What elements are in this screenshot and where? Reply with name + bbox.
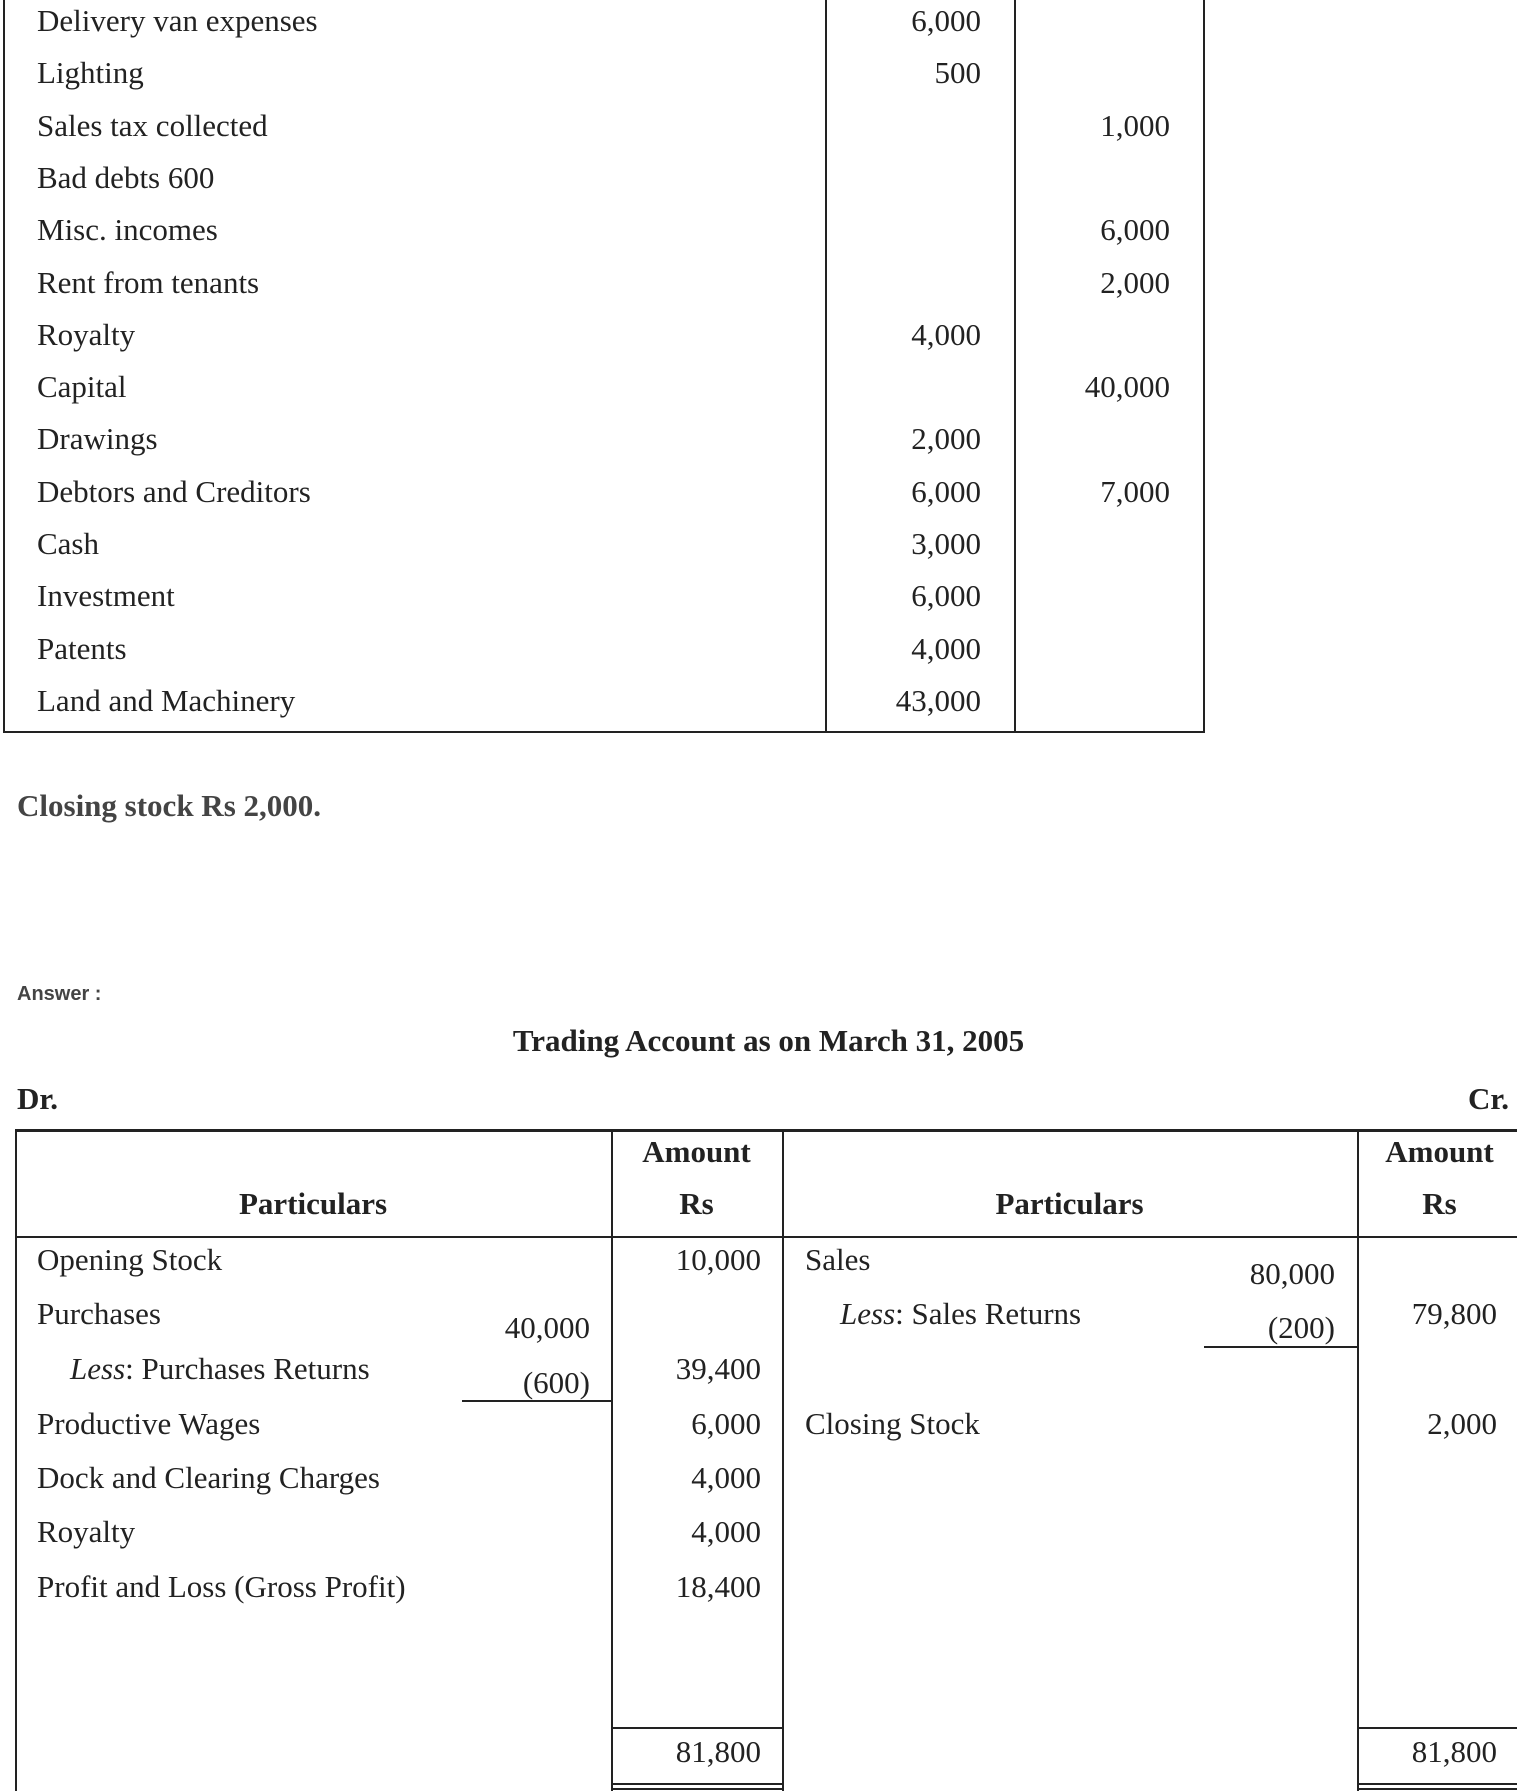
tb-row-particulars: Patents	[37, 631, 127, 666]
purchases-returns-label: Less: Purchases Returns	[70, 1351, 370, 1386]
header-particulars-cr: Particulars	[995, 1186, 1144, 1221]
tb-row-debit: 6,000	[911, 474, 981, 509]
tb-row-debit: 4,000	[911, 317, 981, 352]
dr-label: Dr.	[17, 1081, 59, 1116]
gross-profit-label: Profit and Loss (Gross Profit)	[37, 1569, 406, 1604]
royalty-label: Royalty	[37, 1514, 136, 1549]
dr-total-rule-2	[611, 1788, 783, 1790]
tb-left-border	[3, 0, 5, 733]
sales-label: Sales	[805, 1242, 871, 1277]
tb-row-debit: 500	[934, 55, 981, 90]
tb-row-credit: 1,000	[1100, 108, 1170, 143]
tb-row-credit: 2,000	[1100, 265, 1170, 300]
productive-wages-amount: 6,000	[691, 1406, 761, 1441]
tb-row-particulars: Investment	[37, 578, 175, 613]
sales-net-amount: 79,800	[1411, 1296, 1497, 1331]
dock-charges-label: Dock and Clearing Charges	[37, 1460, 380, 1495]
cr-total-rule-2	[1357, 1788, 1517, 1790]
header-rs-dr: Rs	[679, 1186, 714, 1221]
tb-row-particulars: Bad debts 600	[37, 160, 215, 195]
closing-stock-amount: 2,000	[1427, 1406, 1497, 1441]
ta-divider-2	[782, 1129, 784, 1791]
purchases-returns-inner-amount: (600)	[522, 1365, 590, 1400]
dr-total-rule-1	[611, 1783, 783, 1785]
header-particulars-dr: Particulars	[238, 1186, 388, 1221]
tb-row-credit: 6,000	[1100, 212, 1170, 247]
ta-header-bottom	[15, 1236, 1517, 1238]
tb-row-particulars: Cash	[37, 526, 99, 561]
ta-divider-3	[1357, 1129, 1359, 1791]
opening-stock-label: Opening Stock	[37, 1242, 223, 1277]
sales-returns-label: Less: Sales Returns	[840, 1296, 1082, 1331]
tb-row-credit: 40,000	[1084, 369, 1170, 404]
header-rs-cr: Rs	[1422, 1186, 1457, 1221]
tb-row-debit: 43,000	[895, 683, 981, 718]
tb-row-particulars: Land and Machinery	[37, 683, 296, 718]
trading-account-title: Trading Account as on March 31, 2005	[512, 1023, 1025, 1058]
dock-charges-amount: 4,000	[691, 1460, 761, 1495]
tb-row-particulars: Delivery van expenses	[37, 3, 318, 38]
header-amount-cr: Amount	[1385, 1134, 1494, 1169]
closing-stock-label: Closing Stock	[805, 1406, 980, 1441]
cr-total-top-rule	[1357, 1727, 1517, 1729]
dr-total-amount: 81,800	[675, 1734, 761, 1769]
tb-row-particulars: Debtors and Creditors	[37, 474, 311, 509]
purchases-subtotal-rule	[462, 1400, 612, 1402]
tb-row-debit: 2,000	[911, 421, 981, 456]
sales-subtotal-rule	[1204, 1346, 1358, 1348]
royalty-amount: 4,000	[691, 1514, 761, 1549]
tb-row-debit: 3,000	[911, 526, 981, 561]
tb-row-debit: 6,000	[911, 3, 981, 38]
tb-row-particulars: Royalty	[37, 317, 136, 352]
tb-right-border	[1203, 0, 1205, 733]
tb-row-particulars: Misc. incomes	[37, 212, 218, 247]
ta-left-border	[15, 1129, 17, 1791]
purchases-inner-amount: 40,000	[504, 1310, 590, 1345]
tb-row-debit: 4,000	[911, 631, 981, 666]
cr-total-amount: 81,800	[1411, 1734, 1497, 1769]
tb-row-particulars: Capital	[37, 369, 127, 404]
answer-label: Answer :	[17, 983, 102, 1005]
tb-row-particulars: Rent from tenants	[37, 265, 260, 300]
opening-stock-amount: 10,000	[675, 1242, 761, 1277]
sales-returns-inner-amount: (200)	[1267, 1310, 1335, 1345]
closing-stock-note: Closing stock Rs 2,000.	[17, 788, 322, 823]
tb-bottom-border	[3, 731, 1205, 733]
ta-divider-1	[611, 1129, 613, 1791]
gross-profit-amount: 18,400	[675, 1569, 761, 1604]
dr-total-top-rule	[611, 1727, 783, 1729]
header-amount-dr: Amount	[642, 1134, 751, 1169]
tb-row-particulars: Sales tax collected	[37, 108, 268, 143]
tb-row-particulars: Lighting	[37, 55, 144, 90]
cr-label: Cr.	[1468, 1081, 1510, 1116]
productive-wages-label: Productive Wages	[37, 1406, 261, 1441]
purchases-net-amount: 39,400	[675, 1351, 761, 1386]
tb-divider-1	[825, 0, 827, 733]
purchases-label: Purchases	[37, 1296, 161, 1331]
tb-row-debit: 6,000	[911, 578, 981, 613]
tb-row-particulars: Drawings	[37, 421, 158, 456]
cr-total-rule-1	[1357, 1783, 1517, 1785]
tb-row-credit: 7,000	[1100, 474, 1170, 509]
ta-top-border	[15, 1129, 1517, 1132]
sales-inner-amount: 80,000	[1249, 1256, 1335, 1291]
